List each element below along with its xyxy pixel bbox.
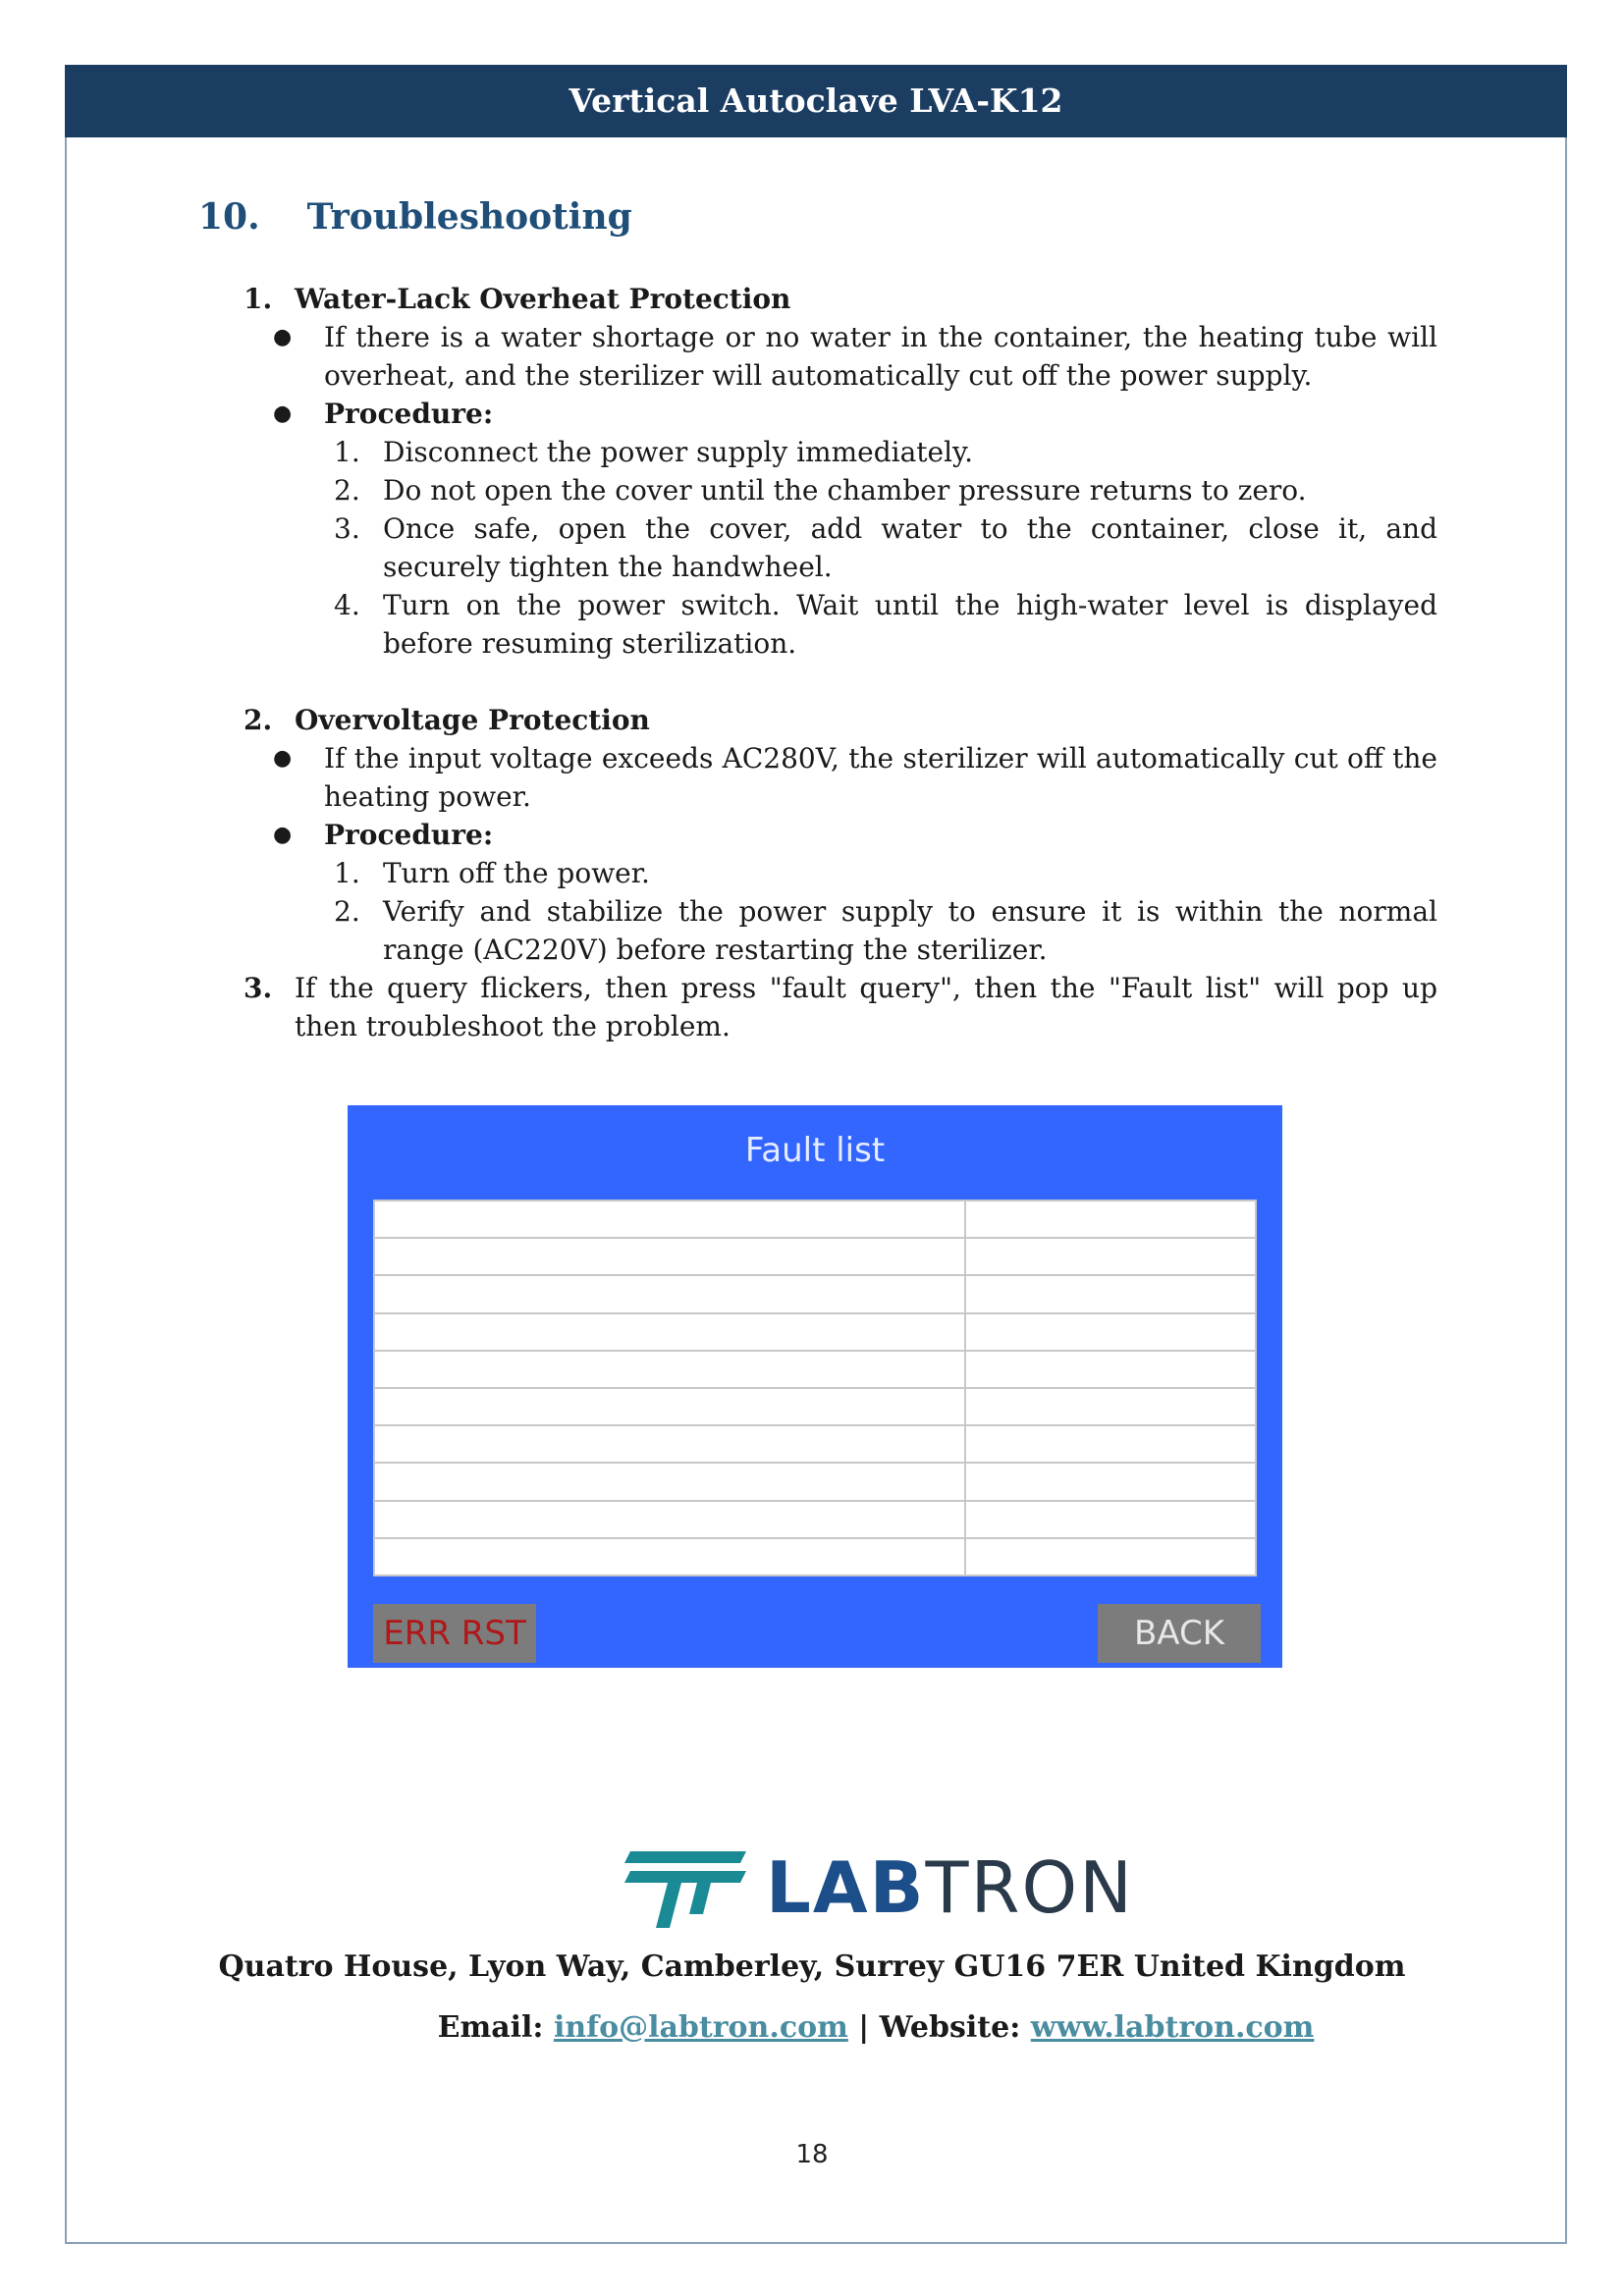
contact-line — [0, 2010, 1624, 2045]
bullet-text: If the input voltage exceeds AC280V, the sterilizer will automatically cut off the heating power. — [324, 742, 1437, 813]
procedure-step — [334, 509, 1437, 586]
step-number: 2. — [334, 895, 360, 928]
table-cell — [965, 1238, 1256, 1275]
item-title: Water-Lack Overheat Protection — [295, 283, 791, 315]
table-cell — [965, 1201, 1256, 1238]
bullet-description — [273, 318, 1437, 395]
bullet-dot-icon: ● — [273, 401, 293, 426]
table-cell — [374, 1201, 965, 1238]
section-title: Troubleshooting — [306, 196, 632, 238]
procedure-label: Procedure: — [324, 398, 494, 430]
table-cell — [965, 1463, 1256, 1500]
table-row — [374, 1275, 1256, 1312]
table-cell — [374, 1538, 965, 1575]
table-cell — [374, 1425, 965, 1463]
website-label: Website: — [879, 2010, 1021, 2045]
back-button[interactable]: BACK — [1098, 1604, 1261, 1663]
table-row — [374, 1238, 1256, 1275]
company-address: Quatro House, Lyon Way, Camberley, Surrey GU16 7ER United Kingdom — [218, 1949, 1406, 1984]
fault-list-title: Fault list — [744, 1131, 886, 1170]
err-rst-button[interactable]: ERR RST — [373, 1604, 536, 1663]
document-title: Vertical Autoclave LVA-K12 — [568, 81, 1063, 120]
section-heading — [198, 196, 632, 238]
item-number: 3. — [244, 972, 273, 1004]
labtron-logo — [624, 1845, 1134, 1930]
email-link[interactable]: info@labtron.com — [553, 2010, 848, 2045]
table-row — [374, 1351, 1256, 1388]
table-cell — [965, 1275, 1256, 1312]
table-cell — [374, 1351, 965, 1388]
item-title: Overvoltage Protection — [295, 704, 650, 736]
step-number: 2. — [334, 474, 360, 507]
step-text: Turn on the power switch. Wait until the high-water level is displayed before resuming sterilization. — [383, 589, 1437, 660]
logo-lab: LAB — [766, 1846, 926, 1929]
step-text: Turn off the power. — [383, 857, 650, 889]
procedure-step — [334, 471, 1437, 509]
fault-list-screen — [348, 1105, 1282, 1668]
separator: | — [858, 2010, 870, 2045]
item-number: 1. — [244, 283, 273, 315]
website-link[interactable]: www.labtron.com — [1030, 2010, 1315, 2045]
step-text: Do not open the cover until the chamber pressure returns to zero. — [383, 474, 1307, 507]
step-text: Disconnect the power supply immediately. — [383, 436, 974, 468]
bullet-description — [273, 739, 1437, 816]
step-number: 1. — [334, 436, 360, 468]
procedure-step — [334, 892, 1437, 969]
procedure-step — [334, 586, 1437, 663]
step-text: Verify and stabilize the power supply to ensure it is within the normal range (AC220V) before restarting the sterilizer. — [383, 895, 1437, 966]
step-number: 1. — [334, 857, 360, 889]
item-overvoltage — [244, 701, 1437, 739]
bullet-dot-icon: ● — [273, 823, 293, 847]
logo-wordmark — [766, 1845, 1134, 1930]
table-row — [374, 1463, 1256, 1500]
section-number: 10. — [198, 196, 260, 238]
table-row — [374, 1425, 1256, 1463]
table-cell — [965, 1501, 1256, 1538]
table-row — [374, 1201, 1256, 1238]
table-row — [374, 1538, 1256, 1575]
email-label: Email: — [437, 2010, 544, 2045]
fault-list-table — [373, 1200, 1257, 1576]
item-fault-query — [244, 969, 1437, 1045]
table-cell — [965, 1425, 1256, 1463]
bullet-procedure — [273, 816, 1437, 854]
step-number: 3. — [334, 512, 360, 545]
table-row — [374, 1313, 1256, 1351]
table-cell — [965, 1538, 1256, 1575]
bullet-dot-icon: ● — [273, 746, 293, 771]
table-cell — [374, 1313, 965, 1351]
procedure-steps — [334, 854, 1437, 969]
bullet-text: If there is a water shortage or no water in the container, the heating tube will overheat, and the sterilizer will automatically cut off the power supply. — [324, 321, 1437, 392]
table-cell — [965, 1313, 1256, 1351]
bullet-dot-icon: ● — [273, 325, 293, 349]
table-cell — [965, 1351, 1256, 1388]
table-cell — [374, 1388, 965, 1425]
step-text: Once safe, open the cover, add water to the container, close it, and securely tighten the handwheel. — [383, 512, 1437, 583]
bullet-procedure — [273, 395, 1437, 433]
item-number: 2. — [244, 704, 273, 736]
procedure-steps — [334, 433, 1437, 663]
item-text: If the query flickers, then press "fault query", then the "Fault list" will pop up then troubleshoot the problem. — [295, 972, 1437, 1042]
logo-tron: TRON — [925, 1846, 1135, 1929]
table-cell — [965, 1388, 1256, 1425]
procedure-step — [334, 854, 1437, 892]
procedure-step — [334, 433, 1437, 471]
step-number: 4. — [334, 589, 360, 621]
table-row — [374, 1501, 1256, 1538]
table-cell — [374, 1275, 965, 1312]
table-cell — [374, 1501, 965, 1538]
labtron-mark-icon — [624, 1845, 752, 1930]
procedure-label: Procedure: — [324, 819, 494, 851]
table-cell — [374, 1238, 965, 1275]
table-cell — [374, 1463, 965, 1500]
page-number: 18 — [795, 2140, 829, 2169]
document-header — [65, 65, 1567, 137]
troubleshooting-content — [244, 280, 1437, 1045]
item-water-lack — [244, 280, 1437, 318]
table-row — [374, 1388, 1256, 1425]
